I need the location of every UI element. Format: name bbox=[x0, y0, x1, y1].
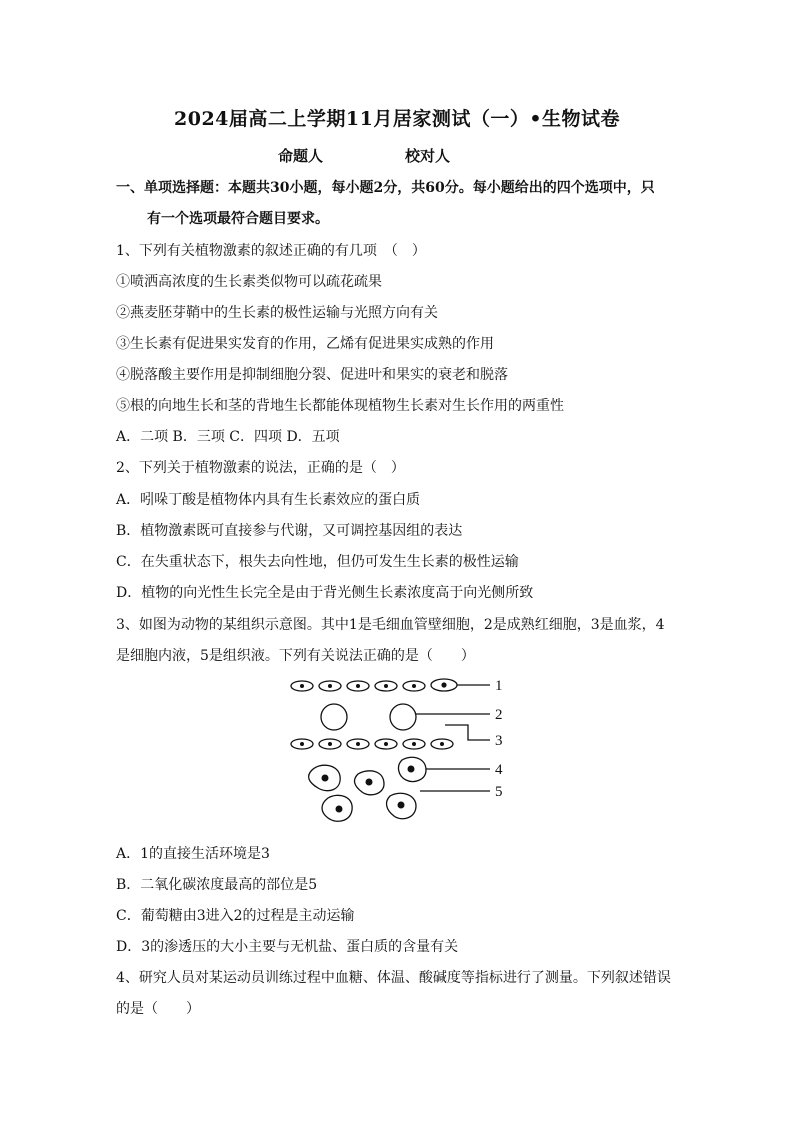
label-3: 3 bbox=[495, 733, 503, 749]
q3-option: A．1的直接生活环境是3 bbox=[116, 846, 270, 862]
page-title: 2024届高二上学期11月居家测试（一）•生物试卷 bbox=[174, 108, 620, 130]
q1-stem: 1、下列有关植物激素的叙述正确的有几项 （ ） bbox=[116, 243, 426, 259]
capillary-wall-cells-bottom bbox=[291, 739, 453, 749]
q1-item: ④脱落酸主要作用是抑制细胞分裂、促进叶和果实的衰老和脱落 bbox=[116, 367, 508, 383]
label-5: 5 bbox=[495, 784, 503, 800]
q2-option: B．植物激素既可直接参与代谢，又可调控基因组的表达 bbox=[116, 523, 463, 539]
q1-item: ⑤根的向地生长和茎的背地生长都能体现植物生长素对生长作用的两重性 bbox=[116, 398, 564, 414]
q4-stem-line1: 4、研究人员对某运动员训练过程中血糖、体温、酸碱度等指标进行了测量。下列叙述错误 bbox=[116, 970, 671, 986]
q2-option: A．吲哚丁酸是植物体内具有生长素效应的蛋白质 bbox=[116, 492, 421, 508]
q2-option: D．植物的向光性生长完全是由于背光侧生长素浓度高于向光侧所致 bbox=[116, 585, 534, 601]
q1-item: ②燕麦胚芽鞘中的生长素的极性运输与光照方向有关 bbox=[116, 305, 438, 321]
q2-option: C．在失重状态下，根失去向性地，但仍可发生生长素的极性运输 bbox=[116, 554, 519, 570]
q1-options: A．二项 B．三项 C．四项 D．五项 bbox=[116, 429, 340, 445]
q3-option: B．二氧化碳浓度最高的部位是5 bbox=[116, 877, 318, 893]
q3-option: D．3的渗透压的大小主要与无机盐、蛋白质的含量有关 bbox=[116, 939, 459, 955]
capillary-wall-cells-top bbox=[291, 679, 457, 691]
label-2: 2 bbox=[495, 707, 503, 723]
label-4: 4 bbox=[495, 762, 503, 778]
label-1: 1 bbox=[495, 678, 503, 694]
question-setter-label: 命题人 bbox=[278, 147, 324, 165]
q1-item: ③生长素有促进果实发育的作用，乙烯有促进果实成熟的作用 bbox=[116, 336, 494, 352]
q3-stem-line1: 3、如图为动物的某组织示意图。其中1是毛细血管壁细胞，2是成熟红细胞，3是血浆，4 bbox=[116, 617, 665, 633]
tissue-diagram bbox=[280, 670, 520, 835]
q3-option: C．葡萄糖由3进入2的过程是主动运输 bbox=[116, 908, 355, 924]
red-blood-cell bbox=[321, 704, 347, 730]
proofreader-label: 校对人 bbox=[405, 147, 451, 165]
q1-item: ①喷洒高浓度的生长素类似物可以疏花疏果 bbox=[116, 274, 382, 290]
q3-stem-line2: 是细胞内液，5是组织液。下列有关说法正确的是（ ） bbox=[116, 648, 475, 664]
q2-stem: 2、下列关于植物激素的说法，正确的是（ ） bbox=[116, 460, 405, 476]
red-blood-cell bbox=[390, 704, 416, 730]
section-heading-line2: 有一个选项最符合题目要求。 bbox=[147, 211, 329, 227]
section-heading-line1: 一、单项选择题：本题共30小题，每小题2分，共60分。每小题给出的四个选项中，只 bbox=[116, 180, 655, 196]
q4-stem-line2: 的是（ ） bbox=[116, 1001, 200, 1017]
